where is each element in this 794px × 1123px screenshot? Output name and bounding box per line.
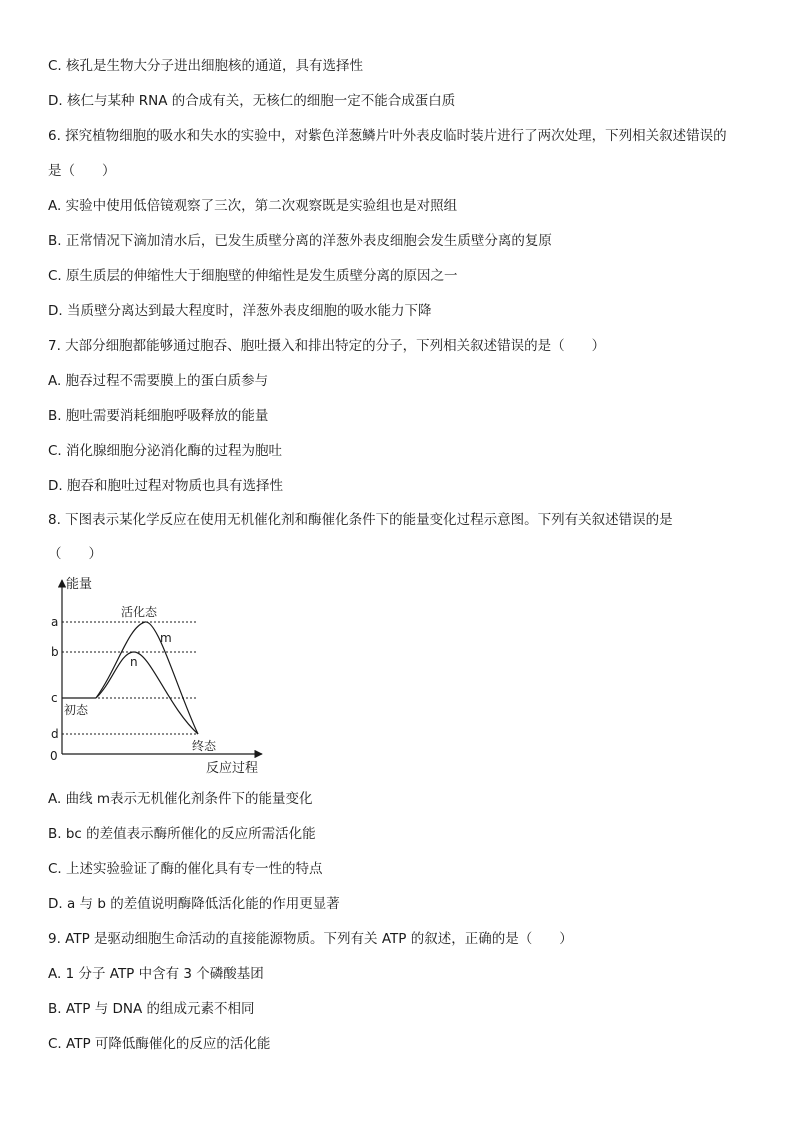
q9-option-a: A. 1 分子 ATP 中含有 3 个磷酸基团 — [48, 966, 264, 982]
level-c-label: c — [51, 691, 58, 705]
initial-state-label: 初态 — [64, 703, 89, 717]
q7-option-c: C. 消化腺细胞分泌消化酶的过程为胞吐 — [48, 443, 283, 459]
energy-diagram — [48, 572, 278, 777]
q8-option-d: D. a 与 b 的差值说明酶降低活化能的作用更显著 — [48, 896, 340, 912]
q8-option-b: B. bc 的差值表示酶所催化的反应所需活化能 — [48, 826, 316, 842]
curve-n — [96, 652, 198, 734]
q6-stem: 6. 探究植物细胞的吸水和失水的实验中，对紫色洋葱鳞片叶外表皮临时装片进行了两次处理，下列相关叙述错误的 — [48, 128, 727, 144]
y-axis-label: 能量 — [66, 577, 93, 592]
q6-option-b: B. 正常情况下滴加清水后，已发生质壁分离的洋葱外表皮细胞会发生质壁分离的复原 — [48, 233, 552, 249]
level-a-label: a — [51, 615, 59, 629]
q8-stem: 8. 下图表示某化学反应在使用无机催化剂和酶催化条件下的能量变化过程示意图。下列有关叙述错误的是 — [48, 512, 673, 528]
q7-option-a: A. 胞吞过程不需要膜上的蛋白质参与 — [48, 373, 269, 389]
q8-stem-cont: （ ） — [48, 546, 102, 562]
q6-option-c: C. 原生质层的伸缩性大于细胞壁的伸缩性是发生质壁分离的原因之一 — [48, 268, 458, 284]
level-b-label: b — [51, 645, 59, 659]
curve-m-label: m — [160, 631, 172, 645]
q9-option-c: C. ATP 可降低酶催化的反应的活化能 — [48, 1036, 271, 1052]
q9-option-b: B. ATP 与 DNA 的组成元素不相同 — [48, 1001, 255, 1017]
x-axis-label: 反应过程 — [206, 761, 259, 776]
q7-stem: 7. 大部分细胞都能够通过胞吞、胞吐摄入和排出特定的分子，下列相关叙述错误的是（ ） — [48, 338, 606, 354]
q6-stem-cont: 是（ ） — [48, 163, 116, 179]
q9-stem: 9. ATP 是驱动细胞生命活动的直接能源物质。下列有关 ATP 的叙述，正确的是（ ） — [48, 931, 573, 947]
q6-option-a: A. 实验中使用低倍镜观察了三次，第二次观察既是实验组也是对照组 — [48, 198, 458, 214]
q8-option-a: A. 曲线 m表示无机催化剂条件下的能量变化 — [48, 791, 313, 807]
q8-option-c: C. 上述实验验证了酶的催化具有专一性的特点 — [48, 861, 323, 877]
level-d-label: d — [51, 727, 59, 741]
q7-option-b: B. 胞吐需要消耗细胞呼吸释放的能量 — [48, 408, 269, 424]
final-state-label: 终态 — [192, 739, 217, 753]
curve-n-label: n — [130, 655, 138, 669]
peak-label: 活化态 — [121, 605, 158, 619]
q5-option-d: D. 核仁与某种 RNA 的合成有关，无核仁的细胞一定不能合成蛋白质 — [48, 93, 456, 109]
q5-option-c: C. 核孔是生物大分子进出细胞核的通道，具有选择性 — [48, 58, 364, 74]
origin-label: 0 — [50, 749, 58, 763]
q7-option-d: D. 胞吞和胞吐过程对物质也具有选择性 — [48, 478, 283, 494]
q6-option-d: D. 当质壁分离达到最大程度时，洋葱外表皮细胞的吸水能力下降 — [48, 303, 432, 319]
